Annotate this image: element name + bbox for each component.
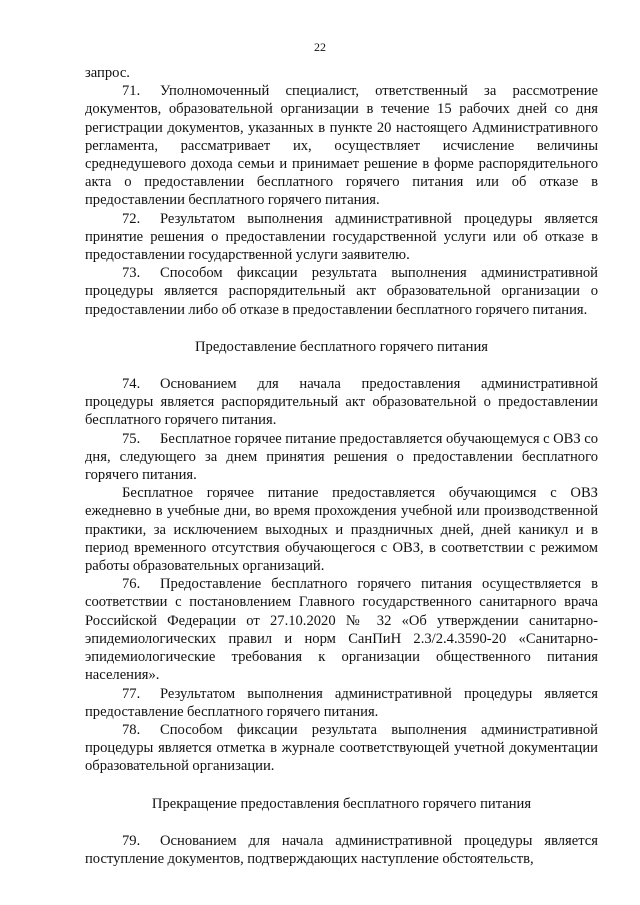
paragraph-text: Основанием для начала административной процедуры является поступление документов, подтверждающих наступление обстоятельств,	[85, 832, 598, 867]
paragraph-79	[85, 832, 598, 868]
paragraph-text: Способом фиксации результата выполнения административной процедуры является отметка в журнале соответствующей учетной документации образовательной организации.	[85, 721, 598, 775]
paragraph-75-continued	[85, 484, 598, 575]
paragraph-text: Бесплатное горячее питание предоставляется обучающимся с ОВЗ ежедневно в учебные дни, во время прохождения учебной или производственной практики, за исключением выходных и праздничных дней, дней каникул и в период временного отсутствия обучающегося с ОВЗ, в соответствии с режимом работы образовательных организаций.	[85, 485, 598, 575]
paragraph-number: 74.	[122, 376, 141, 393]
paragraph-text: Бесплатное горячее питание предоставляется обучающемуся с ОВЗ со дня, следующего за днем принятия решения о предоставлении бесплатного горячего питания.	[85, 430, 598, 484]
paragraph-number: 79.	[122, 832, 141, 849]
paragraph-76	[85, 575, 598, 684]
paragraph-number: 72.	[122, 210, 141, 227]
section-heading-provision: Предоставление бесплатного горячего питания	[194, 338, 488, 355]
paragraph-73	[85, 264, 598, 319]
document-body	[85, 64, 598, 868]
paragraph-number: 75.	[122, 430, 141, 447]
paragraph-text: Способом фиксации результата выполнения административной процедуры является распорядительный акт образовательной организации о предоставлении либо об отказе в предоставлении бесплатного горячего питания.	[85, 265, 598, 318]
page-number: 22	[314, 40, 326, 54]
paragraph-78	[85, 721, 598, 776]
paragraph-continuation: запрос.	[85, 65, 130, 81]
paragraph-71	[85, 82, 598, 209]
paragraph-text: Основанием для начала предоставления административной процедуры является распорядительный акт образовательной о предоставлении бесплатного горячего питания.	[85, 376, 598, 429]
paragraph-text: Уполномоченный специалист, ответственный за рассмотрение документов, образовательной организации в течение 15 рабочих дней со дня регистрации документов, указанных в пункте 20 настоящего Административного регламента, рассматривает их, осуществляет исчисление величины среднедушевого дохода семьи и принимает решение в форме распорядительного акта о предоставлении бесплатного горячего питания или об отказе в предоставлении бесплатного горячего питания.	[85, 83, 598, 209]
paragraph-text: Результатом выполнения административной процедуры является предоставление бесплатного горячего питания.	[85, 685, 598, 720]
paragraph-number: 71.	[122, 83, 141, 100]
paragraph-number: 76.	[122, 576, 141, 593]
paragraph-number: 78.	[122, 721, 141, 738]
paragraph-number: 77.	[122, 685, 141, 702]
paragraph-text: Предоставление бесплатного горячего питания осуществляется в соответствии с постановлением Главного государственного санитарного врача Российской Федерации от 27.10.2020 № 32 «Об утверждении санитарно-эпидемиологических правил и норм СанПиН 2.3/2.4.3590-20 «Санитарно-эпидемиологические требования к организации общественного питания населения».	[85, 576, 598, 684]
paragraph-72	[85, 210, 598, 265]
paragraph-74	[85, 375, 598, 430]
paragraph-number: 73.	[122, 265, 141, 282]
paragraph-75	[85, 430, 598, 485]
paragraph-77	[85, 685, 598, 721]
paragraph-text: Результатом выполнения административной процедуры является принятие решения о предоставлении государственной услуги или об отказе в предоставлении государственной услуги заявителю.	[85, 210, 598, 264]
section-heading-termination: Прекращение предоставления бесплатного горячего питания	[151, 795, 532, 812]
